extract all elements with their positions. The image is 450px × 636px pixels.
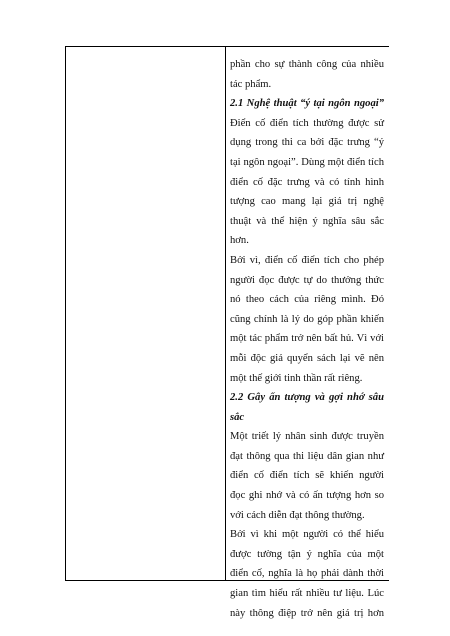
paragraph-line: mỗi độc giả quyển sách lại vẽ nên (230, 352, 384, 364)
body-text (230, 55, 384, 623)
paragraph-line: đọc ghi nhớ và có ấn tượng hơn so (230, 490, 384, 502)
paragraph-line: thuật và thể hiện ý nghĩa sâu sắc (230, 215, 384, 227)
paragraph-line: Một triết lý nhân sinh được truyền (230, 431, 384, 443)
paragraph-line: tượng cao mang lại giá trị nghệ (230, 196, 384, 208)
right-cell (227, 47, 389, 619)
paragraph-line: điển cố, nghĩa là họ phải dành thời (230, 568, 384, 580)
paragraph-line: nó theo cách của riêng mình. Đó (230, 294, 384, 306)
paragraph-line: này thông điệp trở nên giá trị hơn (230, 607, 384, 619)
paragraph-line: Bởi vì khi một người có thể hiểu (230, 529, 384, 541)
section-heading-line: 2.2 Gây ấn tượng và gợi nhớ sâu (230, 392, 384, 404)
paragraph-line: Bởi vì, điển cố điển tích cho phép (230, 254, 384, 266)
paragraph-line: được tường tận ý nghĩa của một (230, 548, 384, 560)
column-divider (225, 47, 226, 580)
paragraph-line: một tác phẩm trở nên bất hủ. Vì với (230, 333, 384, 345)
paragraph-line: với cách diễn đạt thông thường. (230, 509, 365, 521)
paragraph-line: một thế giới tinh thần rất riêng. (230, 372, 363, 384)
paragraph-line: tác phẩm. (230, 78, 272, 90)
paragraph-line: hơn. (230, 235, 249, 247)
paragraph-line: điển cố điển tích sẽ khiến người (230, 470, 384, 482)
paragraph-line: tại ngôn ngoại”. Dùng một điển tích (230, 156, 384, 168)
paragraph-line: người đọc được tự do thưởng thức (230, 274, 384, 286)
paragraph-line: dụng trong thi ca bởi đặc trưng “ý (230, 137, 384, 149)
paragraph-line: Điển cố điển tích thường được sử (230, 117, 384, 129)
paragraph-line: gian tìm hiểu rất nhiều tư liệu. Lúc (230, 588, 384, 600)
content-table (65, 46, 389, 619)
section-heading-line: sắc (230, 411, 245, 423)
paragraph-line: điển cố đặc trưng và có tính hình (230, 176, 384, 188)
paragraph-line: phần cho sự thành công của nhiều (230, 59, 384, 70)
paragraph-line: đạt thông qua thi liệu dân gian như (230, 450, 384, 462)
section-heading-line: 2.1 Nghệ thuật “ý tại ngôn ngoại” (230, 98, 384, 110)
paragraph-line: cũng chính là lý do góp phần khiến (230, 313, 384, 325)
